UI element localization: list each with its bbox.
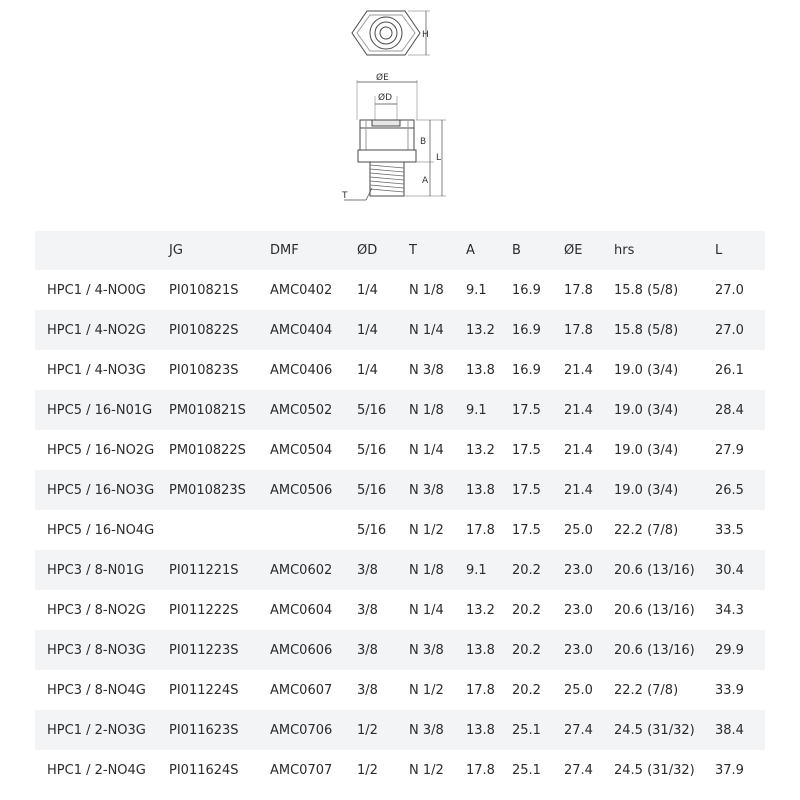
cell-b: 20.2 (512, 602, 541, 618)
header-t: T (409, 243, 417, 258)
fitting-technical-drawing (330, 8, 450, 208)
cell-l: 34.3 (715, 602, 744, 618)
cell-oe: 17.8 (564, 282, 593, 298)
cell-l: 28.4 (715, 402, 744, 418)
cell-od: 1/4 (357, 362, 378, 378)
cell-part-number: HPC1 / 4-NO2G (47, 322, 146, 338)
header-od: ØD (357, 243, 378, 258)
cell-od: 5/16 (357, 442, 387, 458)
cell-t: N 1/2 (409, 522, 444, 538)
cell-dmf: AMC0604 (270, 602, 333, 618)
cell-od: 1/2 (357, 722, 378, 738)
table-row (35, 590, 765, 630)
cell-a: 13.2 (466, 322, 495, 338)
cell-a: 13.8 (466, 722, 495, 738)
cell-l: 26.5 (715, 482, 744, 498)
table-row (35, 550, 765, 590)
cell-hrs: 22.2 (7/8) (614, 682, 679, 698)
cell-a: 13.8 (466, 482, 495, 498)
side-view (341, 72, 446, 201)
cell-t: N 3/8 (409, 642, 444, 658)
cell-dmf: AMC0506 (270, 482, 333, 498)
table-row (35, 750, 765, 790)
cell-dmf: AMC0707 (270, 762, 333, 778)
cell-jg: PM010823S (169, 482, 246, 498)
cell-b: 16.9 (512, 322, 541, 338)
cell-dmf: AMC0602 (270, 562, 333, 578)
cell-od: 3/8 (357, 602, 378, 618)
cell-b: 16.9 (512, 282, 541, 298)
cell-b: 17.5 (512, 402, 541, 418)
cell-oe: 21.4 (564, 442, 593, 458)
cell-b: 20.2 (512, 562, 541, 578)
cell-b: 17.5 (512, 442, 541, 458)
cell-jg: PI010821S (169, 282, 239, 298)
cell-od: 5/16 (357, 482, 387, 498)
cell-part-number: HPC3 / 8-NO3G (47, 642, 146, 658)
cell-part-number: HPC3 / 8-NO4G (47, 682, 146, 698)
header-jg: JG (169, 243, 183, 258)
cell-l: 27.0 (715, 282, 744, 298)
cell-b: 20.2 (512, 642, 541, 658)
header-hrs: hrs (614, 243, 635, 258)
top-view-hexagon (352, 11, 430, 55)
header-oe: ØE (564, 243, 583, 258)
cell-a: 13.8 (466, 362, 495, 378)
cell-t: N 1/8 (409, 562, 444, 578)
cell-dmf: AMC0404 (270, 322, 333, 338)
cell-hrs: 15.8 (5/8) (614, 322, 679, 338)
cell-l: 37.9 (715, 762, 744, 778)
cell-dmf (270, 510, 357, 550)
cell-a: 9.1 (466, 282, 487, 298)
dim-a-label: A (422, 176, 429, 186)
cell-jg: PM010821S (169, 402, 246, 418)
cell-l: 26.1 (715, 362, 744, 378)
header-dmf: DMF (270, 243, 299, 258)
cell-oe: 27.4 (564, 762, 593, 778)
cell-jg: PI010823S (169, 362, 239, 378)
cell-oe: 27.4 (564, 722, 593, 738)
cell-oe: 21.4 (564, 402, 593, 418)
table-row (35, 710, 765, 750)
table-row (35, 630, 765, 670)
cell-jg: PI011221S (169, 562, 239, 578)
header-a: A (466, 243, 475, 258)
table-row (35, 310, 765, 350)
cell-part-number: HPC5 / 16-N01G (47, 402, 153, 418)
cell-oe: 25.0 (564, 682, 593, 698)
cell-oe: 17.8 (564, 322, 593, 338)
cell-dmf: AMC0402 (270, 282, 333, 298)
cell-jg: PM010822S (169, 442, 246, 458)
cell-part-number: HPC5 / 16-NO2G (47, 442, 155, 458)
cell-hrs: 22.2 (7/8) (614, 522, 679, 538)
cell-a: 9.1 (466, 402, 487, 418)
cell-t: N 1/2 (409, 682, 444, 698)
cell-dmf: AMC0406 (270, 362, 333, 378)
dim-t-label: T (342, 191, 348, 201)
cell-b: 17.5 (512, 482, 541, 498)
cell-oe: 25.0 (564, 522, 593, 538)
cell-od: 3/8 (357, 682, 378, 698)
cell-l: 38.4 (715, 722, 744, 738)
cell-a: 9.1 (466, 562, 487, 578)
cell-b: 25.1 (512, 762, 541, 778)
cell-part-number: HPC1 / 4-NO3G (47, 362, 146, 378)
table-row (35, 430, 765, 470)
cell-t: N 3/8 (409, 482, 444, 498)
cell-b: 25.1 (512, 722, 541, 738)
cell-b: 16.9 (512, 362, 541, 378)
cell-a: 17.8 (466, 762, 495, 778)
cell-part-number: HPC1 / 4-NO0G (47, 282, 146, 298)
header-l: L (715, 243, 723, 258)
cell-od: 3/8 (357, 642, 378, 658)
cell-part-number: HPC5 / 16-NO4G (47, 522, 155, 538)
cell-od: 1/4 (357, 322, 378, 338)
cell-hrs: 24.5 (31/32) (614, 762, 695, 778)
header-part-number (35, 231, 169, 270)
table-row (35, 470, 765, 510)
cell-od: 5/16 (357, 402, 387, 418)
cell-t: N 1/8 (409, 282, 444, 298)
cell-jg: PI011624S (169, 762, 239, 778)
table-row (35, 270, 765, 310)
cell-hrs: 20.6 (13/16) (614, 642, 695, 658)
cell-hrs: 19.0 (3/4) (614, 482, 679, 498)
dim-d-label: ØD (378, 93, 393, 103)
cell-jg: PI011224S (169, 682, 239, 698)
cell-oe: 21.4 (564, 482, 593, 498)
cell-dmf: AMC0606 (270, 642, 333, 658)
cell-hrs: 20.6 (13/16) (614, 602, 695, 618)
cell-dmf: AMC0706 (270, 722, 333, 738)
cell-oe: 23.0 (564, 602, 593, 618)
cell-part-number: HPC1 / 2-NO3G (47, 722, 146, 738)
cell-part-number: HPC1 / 2-NO4G (47, 762, 146, 778)
cell-dmf: AMC0607 (270, 682, 333, 698)
cell-t: N 1/2 (409, 762, 444, 778)
cell-od: 1/4 (357, 282, 378, 298)
specification-table (35, 231, 765, 790)
cell-l: 27.9 (715, 442, 744, 458)
cell-jg: PI011222S (169, 602, 239, 618)
cell-a: 13.8 (466, 642, 495, 658)
cell-jg (169, 510, 270, 550)
cell-t: N 1/4 (409, 602, 444, 618)
cell-a: 17.8 (466, 522, 495, 538)
cell-t: N 3/8 (409, 362, 444, 378)
cell-a: 17.8 (466, 682, 495, 698)
cell-dmf: AMC0502 (270, 402, 333, 418)
cell-t: N 1/4 (409, 322, 444, 338)
cell-t: N 1/8 (409, 402, 444, 418)
cell-l: 30.4 (715, 562, 744, 578)
cell-jg: PI011223S (169, 642, 239, 658)
cell-hrs: 15.8 (5/8) (614, 282, 679, 298)
table-row (35, 390, 765, 430)
cell-a: 13.2 (466, 442, 495, 458)
dim-e-label: ØE (376, 73, 389, 83)
cell-oe: 23.0 (564, 562, 593, 578)
cell-b: 17.5 (512, 522, 541, 538)
cell-part-number: HPC3 / 8-NO2G (47, 602, 146, 618)
cell-part-number: HPC3 / 8-N01G (47, 562, 144, 578)
cell-hrs: 19.0 (3/4) (614, 442, 679, 458)
cell-jg: PI010822S (169, 322, 239, 338)
dim-l-label: L (436, 153, 442, 163)
table-row (35, 350, 765, 390)
table-row (35, 670, 765, 710)
dim-h-label: H (422, 30, 429, 40)
cell-t: N 1/4 (409, 442, 444, 458)
table-header-row (35, 231, 765, 270)
cell-od: 3/8 (357, 562, 378, 578)
cell-l: 27.0 (715, 322, 744, 338)
cell-l: 33.5 (715, 522, 744, 538)
header-b: B (512, 243, 521, 258)
dim-b-label: B (420, 137, 427, 147)
cell-jg: PI011623S (169, 722, 239, 738)
cell-oe: 23.0 (564, 642, 593, 658)
cell-hrs: 24.5 (31/32) (614, 722, 695, 738)
cell-oe: 21.4 (564, 362, 593, 378)
cell-l: 29.9 (715, 642, 744, 658)
cell-hrs: 20.6 (13/16) (614, 562, 695, 578)
cell-od: 1/2 (357, 762, 378, 778)
cell-b: 20.2 (512, 682, 541, 698)
cell-part-number: HPC5 / 16-NO3G (47, 482, 155, 498)
table-row (35, 510, 765, 550)
cell-od: 5/16 (357, 522, 387, 538)
cell-hrs: 19.0 (3/4) (614, 402, 679, 418)
cell-dmf: AMC0504 (270, 442, 333, 458)
cell-hrs: 19.0 (3/4) (614, 362, 679, 378)
cell-t: N 3/8 (409, 722, 444, 738)
cell-a: 13.2 (466, 602, 495, 618)
cell-l: 33.9 (715, 682, 744, 698)
